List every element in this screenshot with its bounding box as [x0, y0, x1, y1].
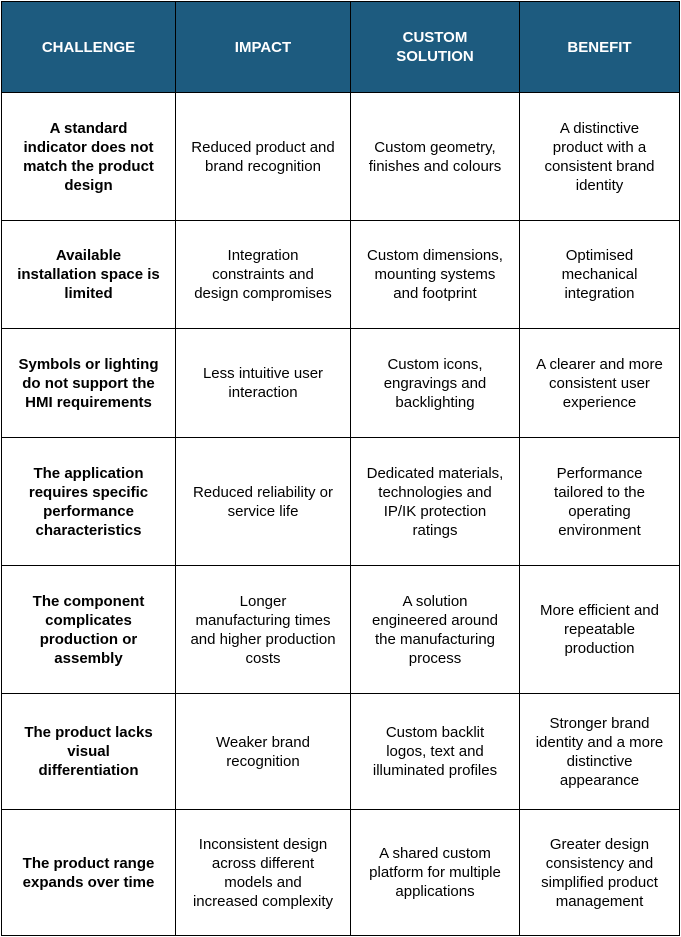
impact-cell-line: models and [224, 873, 302, 891]
solution-cell [351, 438, 520, 566]
challenge-cell [2, 810, 176, 936]
benefit-cell [520, 329, 680, 438]
challenge-cell-line: Symbols or lighting [18, 355, 159, 373]
impact-cell-line: Longer [239, 592, 287, 610]
solution-cell-line: backlighting [395, 393, 475, 411]
solution-cell-line: Custom geometry, [374, 138, 496, 156]
challenge-solution-table [1, 1, 680, 936]
challenge-cell [2, 566, 176, 694]
challenge-cell [2, 329, 176, 438]
impact-cell-line: Inconsistent design [198, 835, 328, 853]
impact-cell [176, 93, 351, 221]
benefit-cell [520, 694, 680, 810]
challenge-cell-line: indicator does not [23, 138, 154, 156]
challenge-cell-line: visual [67, 743, 110, 760]
challenge-cell-line: do not support the [22, 374, 155, 392]
benefit-cell-line: integration [564, 285, 635, 302]
benefit-cell [520, 566, 680, 694]
benefit-cell-line: distinctive [566, 752, 633, 770]
solution-cell [351, 810, 520, 936]
benefit-cell-line: experience [562, 393, 637, 411]
benefit-cell-line: mechanical [561, 266, 638, 283]
benefit-cell-line: appearance [559, 771, 640, 789]
solution-cell-line: Custom icons, [387, 355, 483, 373]
challenge-cell [2, 221, 176, 329]
benefit-cell [520, 221, 680, 329]
benefit-cell-line: production [564, 640, 635, 657]
header-solution-line1: CUSTOM [402, 29, 468, 46]
benefit-cell-line: repeatable [564, 621, 635, 638]
benefit-cell-line: More efficient and [540, 602, 659, 619]
impact-cell-line: costs [245, 649, 281, 667]
header-custom-solution [351, 2, 520, 93]
challenge-cell-line: assembly [54, 649, 123, 667]
impact-cell-line: Weaker brand [216, 733, 310, 751]
challenge-cell-line: The application [33, 464, 144, 482]
header-solution-line2: SOLUTION [396, 48, 474, 65]
solution-cell [351, 221, 520, 329]
benefit-cell-line: Optimised [565, 247, 634, 264]
benefit-cell [520, 810, 680, 936]
challenge-cell [2, 438, 176, 566]
challenge-cell-line: The product range [22, 854, 155, 872]
benefit-cell-line: Greater design [549, 835, 650, 853]
solution-cell-line: illuminated profiles [372, 762, 498, 779]
benefit-cell-line: product with a [552, 138, 647, 156]
impact-cell-line: service life [227, 502, 299, 520]
impact-cell-line: recognition [226, 752, 300, 770]
table-row [2, 221, 680, 329]
benefit-cell-line: Performance [556, 464, 643, 482]
impact-cell [176, 221, 351, 329]
solution-cell-line: engravings and [383, 374, 487, 392]
solution-cell-line: engineered around [372, 611, 498, 629]
impact-cell-line: Reduced product and [191, 138, 335, 156]
benefit-cell-line: A clearer and more [536, 355, 663, 373]
table-row [2, 329, 680, 438]
table-row [2, 438, 680, 566]
challenge-cell-line: performance [43, 502, 134, 520]
solution-cell-line: process [408, 649, 462, 667]
table-row [2, 694, 680, 810]
solution-cell-line: technologies and [378, 483, 492, 501]
challenge-cell-line: installation space is [17, 266, 160, 283]
table-row [2, 93, 680, 221]
impact-cell-line: across different [211, 854, 315, 872]
solution-cell-line: and footprint [393, 285, 477, 302]
benefit-cell-line: identity [575, 176, 624, 194]
impact-cell [176, 438, 351, 566]
benefit-cell-line: consistent user [549, 374, 650, 392]
benefit-cell-line: A distinctive [559, 119, 640, 137]
impact-cell [176, 694, 351, 810]
impact-cell-line: design compromises [194, 285, 332, 302]
table-row [2, 566, 680, 694]
solution-cell-line: A shared custom [379, 845, 491, 862]
benefit-cell [520, 93, 680, 221]
header-impact: IMPACT [176, 2, 351, 93]
challenge-cell-line: match the product [23, 157, 154, 175]
benefit-cell-line: operating [568, 502, 631, 520]
benefit-cell-line: consistency and [545, 854, 654, 872]
challenge-cell-line: HMI requirements [25, 393, 152, 411]
impact-cell-line: Reduced reliability or [192, 483, 334, 501]
impact-cell-line: Less intuitive user [202, 365, 324, 382]
impact-cell-line: increased complexity [192, 892, 334, 910]
challenge-cell-line: requires specific [28, 483, 149, 501]
challenge-cell-line: expands over time [22, 873, 155, 891]
header-row [2, 2, 680, 93]
benefit-cell-line: Stronger brand [549, 714, 650, 732]
challenge-cell-line: characteristics [35, 521, 142, 539]
challenge-cell-line: The product lacks [24, 724, 153, 741]
impact-cell [176, 566, 351, 694]
header-challenge: CHALLENGE [2, 2, 176, 93]
table-row [2, 810, 680, 936]
table-body [2, 93, 680, 936]
solution-cell-line: applications [395, 883, 475, 900]
challenge-cell-line: differentiation [38, 762, 139, 779]
challenge-cell-line: limited [64, 285, 113, 302]
benefit-cell-line: simplified product [541, 873, 658, 891]
impact-cell-line: interaction [228, 384, 298, 401]
challenge-cell-line: design [64, 176, 113, 194]
solution-cell-line: Custom backlit [385, 724, 485, 741]
solution-cell-line: the manufacturing [374, 630, 496, 648]
solution-cell [351, 694, 520, 810]
solution-cell [351, 566, 520, 694]
solution-cell-line: A solution [402, 592, 468, 610]
solution-cell [351, 93, 520, 221]
challenge-cell-line: A standard [49, 119, 128, 137]
challenge-cell-line: Available [55, 247, 122, 264]
solution-cell-line: platform for multiple [369, 864, 501, 881]
impact-cell-line: brand recognition [205, 157, 321, 175]
benefit-cell-line: management [555, 892, 644, 910]
impact-cell [176, 329, 351, 438]
solution-cell-line: Custom dimensions, [367, 247, 503, 264]
benefit-cell-line: consistent brand [544, 157, 655, 175]
challenge-cell [2, 694, 176, 810]
impact-cell-line: Integration [227, 247, 299, 264]
challenge-cell [2, 93, 176, 221]
benefit-cell-line: environment [558, 521, 641, 539]
benefit-cell-line: identity and a more [535, 733, 664, 751]
benefit-cell [520, 438, 680, 566]
solution-cell-line: logos, text and [386, 743, 484, 760]
solution-cell-line: ratings [412, 521, 458, 539]
solution-cell-line: finishes and colours [368, 157, 502, 175]
solution-cell [351, 329, 520, 438]
solution-cell-line: IP/IK protection [383, 502, 487, 520]
challenge-cell-line: production or [39, 630, 138, 648]
header-benefit: BENEFIT [520, 2, 680, 93]
impact-cell-line: manufacturing times [195, 611, 331, 629]
challenge-cell-line: The component [32, 592, 145, 610]
solution-cell-line: mounting systems [374, 266, 496, 283]
solution-cell-line: Dedicated materials, [366, 464, 504, 482]
impact-cell-line: constraints and [212, 266, 314, 283]
challenge-cell-line: complicates [45, 611, 132, 629]
impact-cell [176, 810, 351, 936]
table-header [2, 2, 680, 93]
impact-cell-line: and higher production [190, 630, 336, 648]
benefit-cell-line: tailored to the [554, 483, 645, 501]
